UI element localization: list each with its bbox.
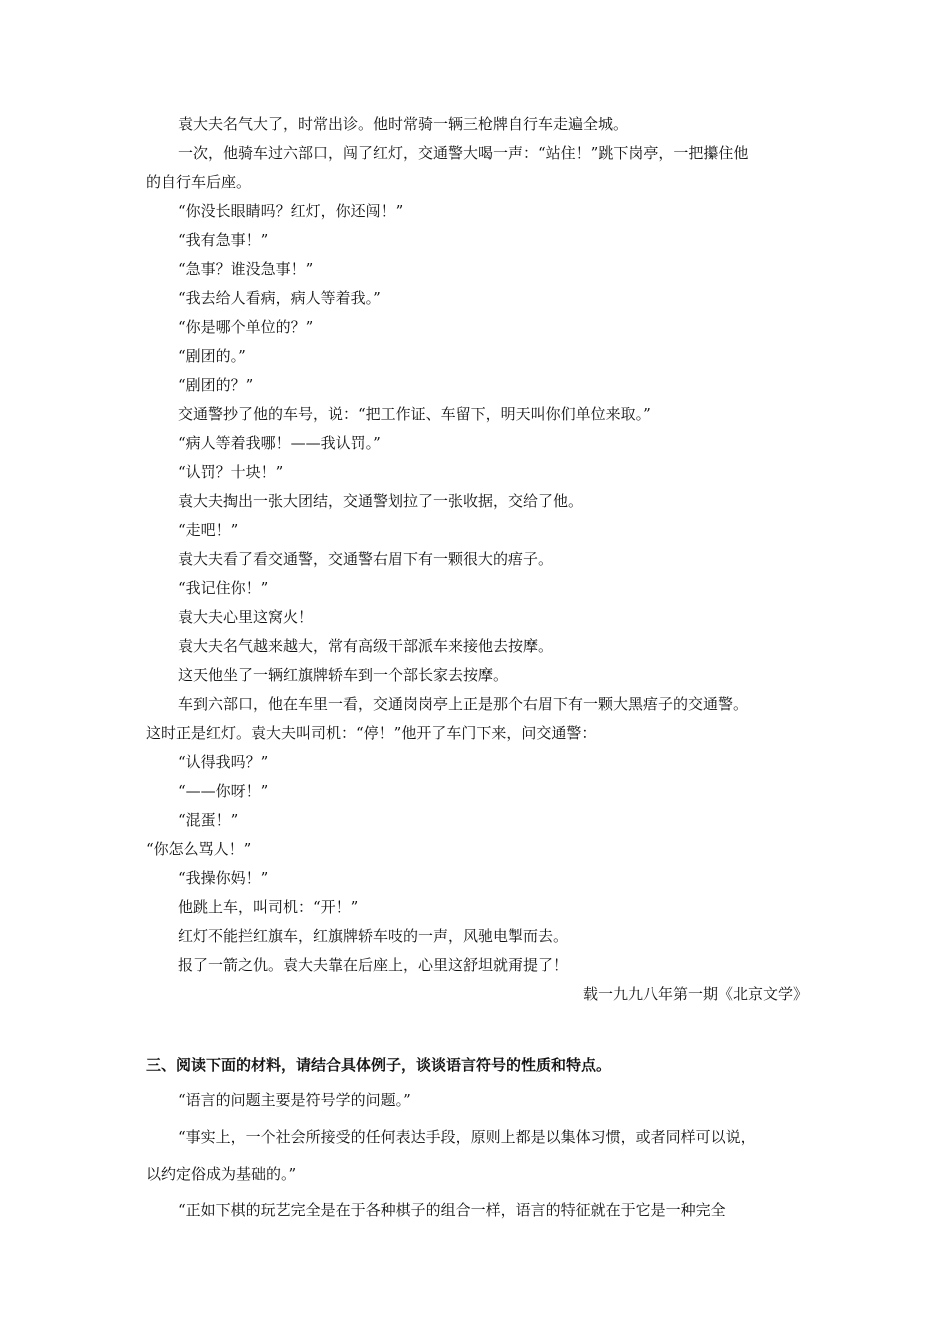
dialogue-line: “我去给人看病，病人等着我。” (178, 289, 381, 307)
section-heading: 三、阅读下面的材料，请结合具体例子，谈谈语言符号的性质和特点。 (146, 1056, 612, 1074)
paragraph: 袁大夫看了看交通警，交通警右眉下有一颗很大的痦子。 (178, 550, 554, 568)
dialogue-line: “剧团的？” (178, 376, 254, 394)
paragraph: 这天他坐了一辆红旗牌轿车到一个部长家去按摩。 (178, 666, 509, 684)
paragraph: 一次，他骑车过六部口，闯了红灯，交通警大喝一声：“站住！”跳下岗亭，一把攥住他 (178, 144, 749, 162)
dialogue-line: “我有急事！” (178, 231, 269, 249)
paragraph: 袁大夫掏出一张大团结，交通警划拉了一张收据，交给了他。 (178, 492, 584, 510)
paragraph-continuation: 这时正是红灯。袁大夫叫司机：“停！”他开了车门下来，问交通警： (146, 724, 597, 742)
dialogue-line: “认罚？十块！” (178, 463, 284, 481)
dialogue-line: “你是哪个单位的？” (178, 318, 314, 336)
paragraph: 他跳上车，叫司机：“开！” (178, 898, 359, 916)
paragraph-continuation: 的自行车后座。 (146, 173, 252, 191)
quote-paragraph: “事实上，一个社会所接受的任何表达手段，原则上都是以集体习惯，或者同样可以说， (178, 1128, 756, 1146)
dialogue-line: “我记住你！” (178, 579, 269, 597)
paragraph: 袁大夫名气大了，时常出诊。他时常骑一辆三枪牌自行车走遍全城。 (178, 115, 629, 133)
source-attribution: 载一九九八年第一期《北京文学》 (582, 985, 808, 1003)
paragraph: 袁大夫名气越来越大，常有高级干部派车来接他去按摩。 (178, 637, 554, 655)
paragraph: 红灯不能拦红旗车，红旗牌轿车吱的一声，风驰电掣而去。 (178, 927, 569, 945)
quote-paragraph: “语言的问题主要是符号学的问题。” (178, 1091, 411, 1109)
dialogue-line: “——你呀！” (178, 782, 269, 800)
dialogue-line: “认得我吗？” (178, 753, 269, 771)
paragraph: 袁大夫心里这窝火！ (178, 608, 314, 626)
dialogue-line: “混蛋！” (178, 811, 239, 829)
paragraph: 报了一箭之仇。袁大夫靠在后座上，心里这舒坦就甭提了！ (178, 956, 569, 974)
dialogue-line: “我操你妈！” (178, 869, 269, 887)
dialogue-line: “你没长眼睛吗？红灯，你还闯！” (178, 202, 404, 220)
dialogue-line: “急事？谁没急事！” (178, 260, 314, 278)
dialogue-line: “剧团的。” (178, 347, 246, 365)
dialogue-line: “走吧！” (178, 521, 239, 539)
quote-continuation: 以约定俗成为基础的。” (146, 1165, 297, 1183)
paragraph: 车到六部口，他在车里一看，交通岗岗亭上正是那个右眉下有一颗大黑痦子的交通警。 (178, 695, 749, 713)
paragraph: 交通警抄了他的车号，说：“把工作证、车留下，明天叫你们单位来取。” (178, 405, 651, 423)
dialogue-line: “你怎么骂人！” (146, 840, 252, 858)
dialogue-line: “病人等着我哪！——我认罚。” (178, 434, 381, 452)
quote-paragraph: “正如下棋的玩艺完全是在于各种棋子的组合一样，语言的特征就在于它是一种完全 (178, 1201, 726, 1219)
